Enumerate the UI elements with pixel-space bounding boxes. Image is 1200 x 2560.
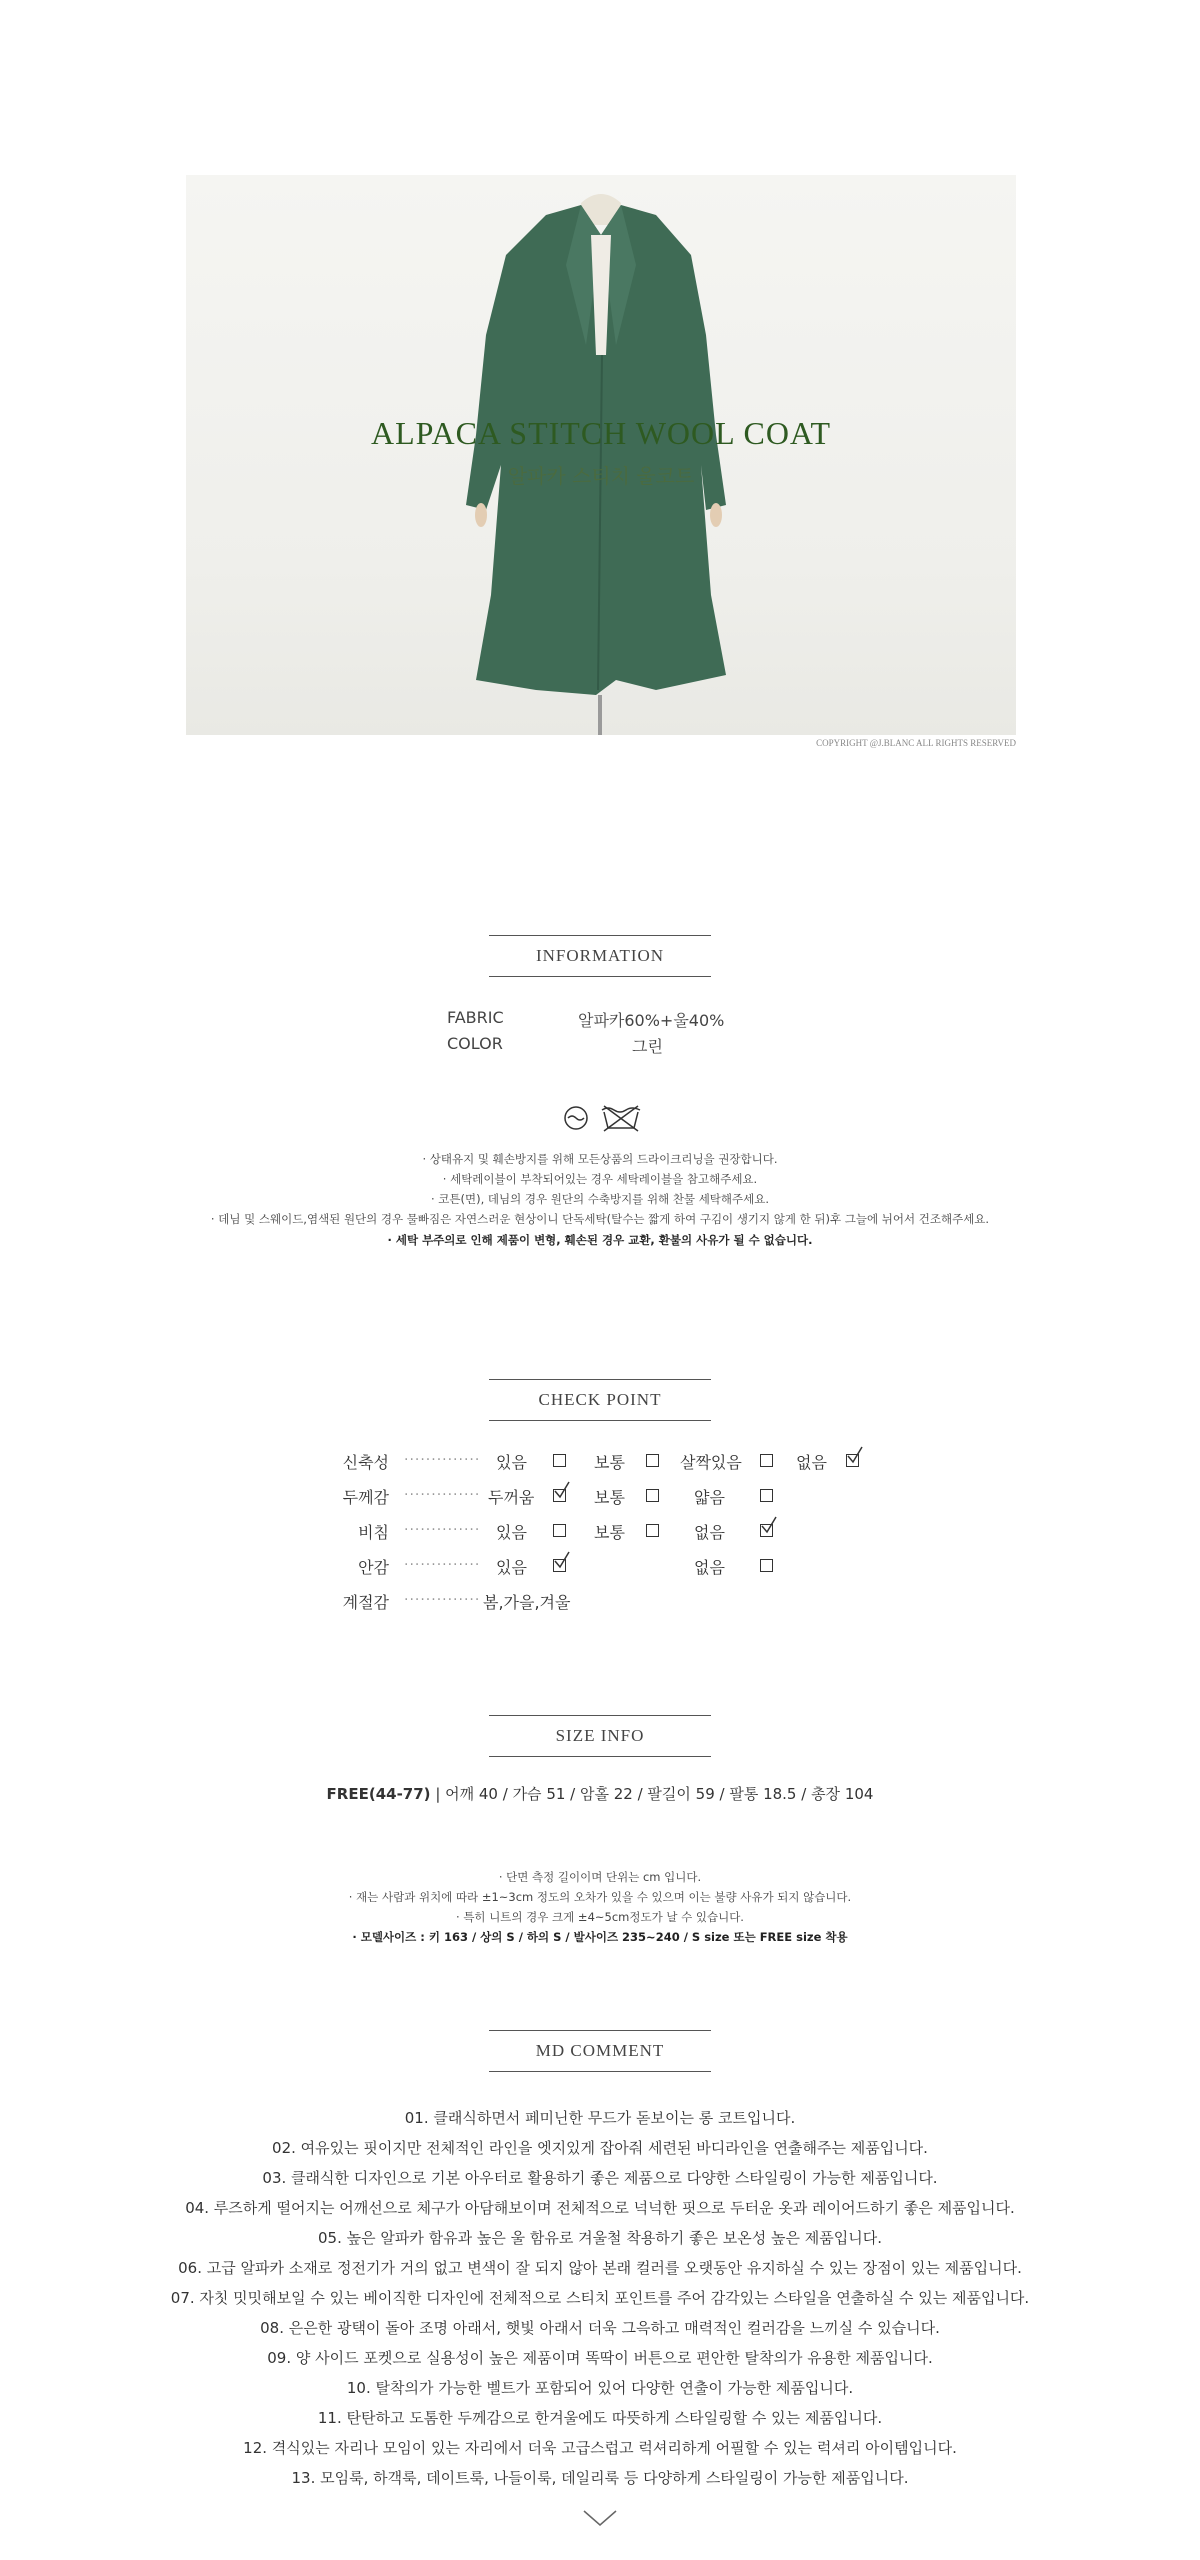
- md-comment-line: 09. 양 사이드 포켓으로 실용성이 높은 제품이며 똑딱이 버튼으로 편안한 탈착의가 유용한 제품입니다.: [267, 2349, 933, 2367]
- check-point-heading: CHECK POINT: [489, 1379, 711, 1421]
- md-comment-line: 03. 클래식한 디자인으로 기본 아우터로 활용하기 좋은 제품으로 다양한 스타일링이 가능한 제품입니다.: [262, 2169, 938, 2187]
- checkbox-checked[interactable]: [846, 1454, 859, 1467]
- checkmark-icon: [847, 1446, 863, 1464]
- fabric-value: 알파카60%+울40%: [578, 1011, 725, 1030]
- cp-option: 보통: [594, 1453, 625, 1472]
- cp-option: 보통: [594, 1488, 625, 1507]
- hero-title: ALPACA STITCH WOOL COAT: [370, 415, 832, 451]
- md-comment-line: 07. 자칫 밋밋해보일 수 있는 베이직한 디자인에 전체적으로 스티치 포인트를 주어 감각있는 스타일을 연출하실 수 있는 제품입니다.: [170, 2289, 1030, 2307]
- cp-option: 없음: [694, 1523, 725, 1542]
- size-info-heading: SIZE INFO: [489, 1715, 711, 1757]
- cp-option: 보통: [594, 1523, 625, 1542]
- cp-option: 있음: [496, 1523, 527, 1542]
- checkbox[interactable]: [646, 1489, 659, 1502]
- cp-option: 살짝있음: [680, 1453, 742, 1472]
- cp-dots: ··············: [404, 1522, 481, 1538]
- checkbox[interactable]: [760, 1489, 773, 1502]
- care-note-2: · 세탁레이블이 부착되어있는 경우 세탁레이블을 참고해주세요.: [442, 1172, 758, 1186]
- hero-image: [186, 175, 1016, 735]
- md-comment-heading: MD COMMENT: [489, 2030, 711, 2072]
- care-note-1: · 상태유지 및 훼손방지를 위해 모든상품의 드라이크리닝을 권장합니다.: [422, 1152, 778, 1166]
- size-label: FREE(44-77): [326, 1785, 431, 1803]
- md-comment-line: 02. 여유있는 핏이지만 전체적인 라인을 엣지있게 잡아줘 세련된 바디라인을 연출해주는 제품입니다.: [272, 2139, 928, 2157]
- hero-subtitle: 알파카 스티치 울코트: [507, 464, 695, 488]
- color-value: 그린: [632, 1037, 663, 1056]
- md-comment-line: 08. 은은한 광택이 돌아 조명 아래서, 햇빛 아래서 더욱 그윽하고 매력적인 컬러감을 느끼실 수 있습니다.: [260, 2319, 940, 2337]
- model-size-note: · 모델사이즈 : 키 163 / 상의 S / 하의 S / 발사이즈 235~240 / S size 또는 FREE size 착용: [352, 1930, 848, 1944]
- cp-dots: ··············: [404, 1557, 481, 1573]
- fabric-label: FABRIC: [447, 1008, 504, 1027]
- cp-label-thickness: 두께감: [342, 1488, 389, 1507]
- chevron-down-icon[interactable]: [582, 2508, 618, 2528]
- care-note-3: · 코튼(면), 데님의 경우 원단의 수축방지를 위해 찬물 세탁해주세요.: [430, 1192, 769, 1206]
- copyright-text: COPYRIGHT @J.BLANC ALL RIGHTS RESERVED: [816, 738, 1016, 748]
- checkmark-icon: [761, 1516, 777, 1534]
- cp-label-season: 계절감: [342, 1593, 389, 1612]
- checkmark-icon: [554, 1551, 570, 1569]
- checkbox-checked[interactable]: [553, 1559, 566, 1572]
- checkbox[interactable]: [553, 1454, 566, 1467]
- no-wash-icon: [600, 1104, 642, 1132]
- checkbox[interactable]: [646, 1524, 659, 1537]
- md-comment-line: 11. 탄탄하고 도톰한 두께감으로 한겨울에도 따뜻하게 스타일링할 수 있는 제품입니다.: [317, 2409, 883, 2427]
- checkbox[interactable]: [760, 1559, 773, 1572]
- cp-dots: ··············: [404, 1592, 481, 1608]
- color-label: COLOR: [447, 1034, 503, 1053]
- md-comment-line: 06. 고급 알파카 소재로 정전기가 거의 없고 변색이 잘 되지 않아 본래 컬러를 오랫동안 유지하실 수 있는 장점이 있는 제품입니다.: [178, 2259, 1022, 2277]
- md-comment-line: 04. 루즈하게 떨어지는 어깨선으로 체구가 아담해보이며 전체적으로 넉넉한 핏으로 두터운 옷과 레이어드하기 좋은 제품입니다.: [185, 2199, 1015, 2217]
- cp-label-lining: 안감: [358, 1558, 389, 1577]
- md-comment-line: 10. 탈착의가 가능한 벨트가 포함되어 있어 다양한 연출이 가능한 제품입니다.: [346, 2379, 854, 2397]
- cp-label-sheerness: 비침: [358, 1523, 389, 1542]
- checkbox[interactable]: [760, 1454, 773, 1467]
- cp-option: 두꺼움: [488, 1488, 535, 1507]
- cp-label-stretch: 신축성: [342, 1453, 389, 1472]
- care-warning: · 세탁 부주의로 인해 제품이 변형, 훼손된 경우 교환, 환불의 사유가 될 수 없습니다.: [387, 1233, 813, 1247]
- checkmark-icon: [554, 1481, 570, 1499]
- md-comment-line: 05. 높은 알파카 함유과 높은 울 함유로 겨울철 착용하기 좋은 보온성 높은 제품입니다.: [317, 2229, 882, 2247]
- cp-option: 없음: [796, 1453, 827, 1472]
- information-heading: INFORMATION: [489, 935, 711, 977]
- cp-season-value: 봄,가을,겨울: [483, 1593, 571, 1612]
- checkbox[interactable]: [553, 1524, 566, 1537]
- md-comment-line: 12. 격식있는 자리나 모임이 있는 자리에서 더욱 고급스럽고 럭셔리하게 어필할 수 있는 럭셔리 아이템입니다.: [243, 2439, 957, 2457]
- checkbox[interactable]: [646, 1454, 659, 1467]
- coat-illustration: [186, 175, 1016, 735]
- size-separator: |: [435, 1785, 446, 1803]
- cp-option: 있음: [496, 1558, 527, 1577]
- dry-clean-icon: [562, 1106, 590, 1130]
- size-measurements: [0, 1783, 1200, 1804]
- cp-option: 얇음: [694, 1488, 725, 1507]
- md-comment-line: 01. 클래식하면서 페미닌한 무드가 돋보이는 롱 코트입니다.: [404, 2109, 796, 2127]
- cp-option: 있음: [496, 1453, 527, 1472]
- size-note-2: · 재는 사람과 위치에 따라 ±1~3cm 정도의 오차가 있을 수 있으며 이는 불량 사유가 되지 않습니다.: [348, 1890, 852, 1904]
- care-note-4: · 데님 및 스웨이드,염색된 원단의 경우 물빠짐은 자연스러운 현상이니 단독세탁(탈수는 짧게 하여 구김이 생기지 않게 한 뒤)후 그늘에 뉘어서 건조해주세요.: [210, 1212, 990, 1226]
- size-note-3: · 특히 니트의 경우 크게 ±4~5cm정도가 날 수 있습니다.: [456, 1910, 744, 1924]
- cp-dots: ··············: [404, 1452, 481, 1468]
- size-note-1: · 단면 측정 길이이며 단위는 cm 입니다.: [498, 1870, 702, 1884]
- cp-dots: ··············: [404, 1487, 481, 1503]
- checkbox-checked[interactable]: [760, 1524, 773, 1537]
- md-comment-line: 13. 모임룩, 하객룩, 데이트룩, 나들이룩, 데일리룩 등 다양하게 스타일링이 가능한 제품입니다.: [291, 2469, 909, 2487]
- checkbox-checked[interactable]: [553, 1489, 566, 1502]
- cp-option: 없음: [694, 1558, 725, 1577]
- size-values: 어깨 40 / 가슴 51 / 암홀 22 / 팔길이 59 / 팔통 18.5 / 총장 104: [445, 1785, 874, 1803]
